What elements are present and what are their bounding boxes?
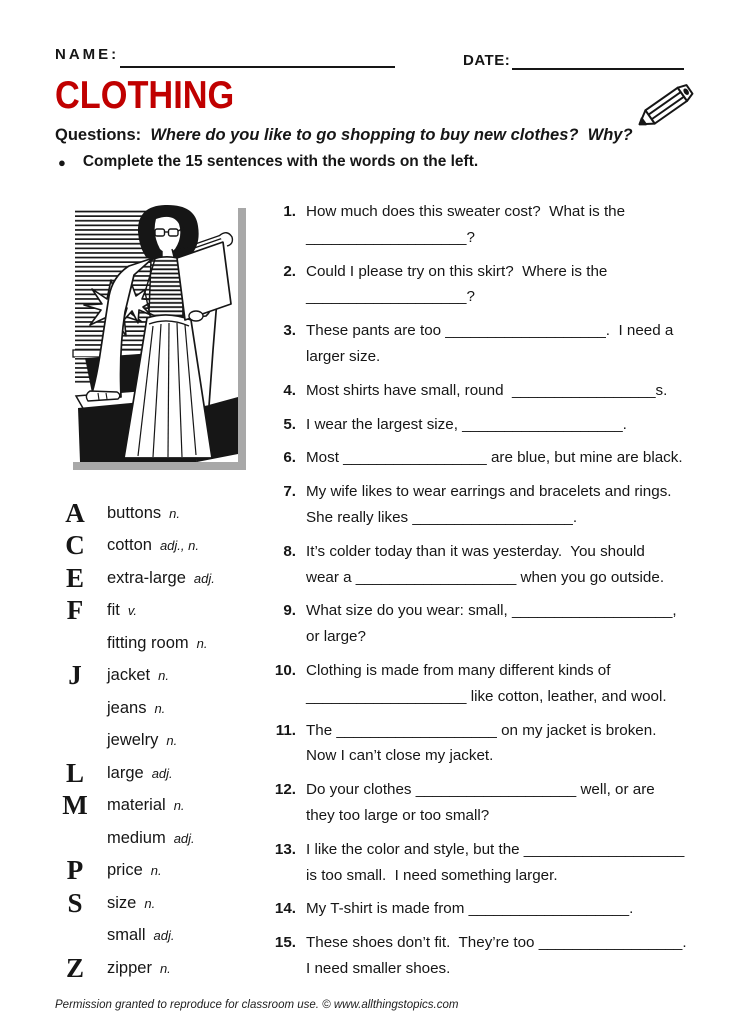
sentence-lines xyxy=(306,539,664,591)
sentence-line: My wife likes to wear earrings and bracelets and rings. xyxy=(306,483,672,501)
sentence-line: ___________________? xyxy=(306,228,475,246)
footer-text: Permission granted to reproduce for classroom use. © www.allthingstopics.com xyxy=(55,999,459,1011)
word-list-item xyxy=(55,692,270,725)
sentence-line: She really likes ___________________. xyxy=(306,508,578,526)
word-list-item xyxy=(55,855,270,888)
sentence-line: My T-shirt is made from ___________________. xyxy=(306,900,634,918)
sentence-lines xyxy=(306,259,607,311)
pencil-icon xyxy=(630,74,710,132)
sentence-line: What size do you wear: small, ___________________, xyxy=(306,602,677,620)
part-of-speech: n. xyxy=(150,863,162,879)
sentence-item xyxy=(270,598,720,650)
date-write-line xyxy=(512,52,684,70)
sentence-number: 5. xyxy=(283,415,296,433)
sentence-line: is too small. I need something larger. xyxy=(306,866,558,884)
part-of-speech: adj. xyxy=(153,928,175,944)
questions-text: Where do you like to go shopping to buy new clothes? Why? xyxy=(150,126,633,144)
sentence-item xyxy=(270,718,720,770)
sentence-line: Do your clothes ___________________ well, or are xyxy=(306,781,655,799)
instruction-text: Complete the 15 sentences with the words on the left. xyxy=(82,153,479,170)
part-of-speech: n. xyxy=(173,798,185,814)
left-column xyxy=(55,200,270,985)
part-of-speech: adj., n. xyxy=(159,538,199,554)
word-list-item xyxy=(55,757,270,790)
sentence-number: 2. xyxy=(283,262,296,280)
sentence-lines xyxy=(306,896,633,922)
sentence-lines xyxy=(306,412,627,438)
sentence-lines xyxy=(306,598,677,650)
alphabet-letter: F xyxy=(66,595,84,626)
word-list-item xyxy=(55,627,270,660)
sentence-line: they too large or too small? xyxy=(306,806,490,824)
sentence-number: 8. xyxy=(283,542,296,560)
sentence-lines xyxy=(306,658,667,710)
sentence-line: These shoes don’t fit. They’re too _________________. xyxy=(306,934,687,952)
vocabulary-word: price xyxy=(107,861,143,880)
sentence-line: Most shirts have small, round _________________s. xyxy=(306,381,668,399)
sentence-item xyxy=(270,412,720,438)
vocabulary-word: jeans xyxy=(107,698,147,717)
sentence-line: Could I please try on this skirt? Where is the xyxy=(306,262,608,280)
alphabet-letter: L xyxy=(65,757,84,788)
vocabulary-word: fit xyxy=(107,601,120,620)
part-of-speech: n. xyxy=(159,960,171,976)
sentence-line: I like the color and style, but the ___________________ xyxy=(306,840,685,858)
sentence-lines xyxy=(306,378,667,404)
sentence-item xyxy=(270,539,720,591)
sentence-item xyxy=(270,479,720,531)
word-list-item xyxy=(55,920,270,953)
sentence-item xyxy=(270,658,720,710)
sentence-line: How much does this sweater cost? What is the xyxy=(306,203,626,220)
sentence-lines xyxy=(306,837,684,889)
vocabulary-word: small xyxy=(107,926,146,945)
sentence-number: 15. xyxy=(274,934,296,952)
vocabulary-word: medium xyxy=(107,828,166,847)
vocabulary-word: jacket xyxy=(107,666,151,685)
sentence-line: Clothing is made from many different kinds of xyxy=(306,661,611,679)
part-of-speech: adj. xyxy=(173,830,195,846)
sentence-item xyxy=(270,318,720,370)
sentence-number: 13. xyxy=(274,840,296,858)
sentence-line: ___________________? xyxy=(306,288,475,306)
sentence-lines xyxy=(306,777,655,829)
sentence-line: The ___________________ on my jacket is broken. xyxy=(306,721,657,739)
vocabulary-word: cotton xyxy=(107,536,152,555)
part-of-speech: n. xyxy=(169,505,180,521)
vocabulary-word: zipper xyxy=(107,958,152,977)
sentence-lines xyxy=(306,199,625,251)
vocabulary-word: material xyxy=(107,796,166,815)
word-list-item xyxy=(55,887,270,920)
part-of-speech: n. xyxy=(196,635,208,651)
vocabulary-word: size xyxy=(107,893,137,912)
sentence-item xyxy=(270,199,720,251)
name-label: NAME: xyxy=(55,46,120,63)
sentence-line: It’s colder today than it was yesterday. You should xyxy=(306,542,645,560)
sentence-number: 3. xyxy=(283,322,296,340)
word-list-item xyxy=(55,530,270,563)
word-list xyxy=(55,497,270,985)
sentence-lines xyxy=(306,718,656,770)
alphabet-letter: A xyxy=(65,497,85,528)
vocabulary-word: jewelry xyxy=(107,731,159,750)
vocabulary-word: extra-large xyxy=(107,568,186,587)
sentence-line: ___________________ like cotton, leather, and wool. xyxy=(306,687,667,705)
part-of-speech: v. xyxy=(127,603,137,619)
alphabet-letter: C xyxy=(65,530,85,561)
sentence-item xyxy=(270,896,720,922)
word-list-item xyxy=(55,790,270,823)
sentence-line: or large? xyxy=(306,628,366,646)
sentence-number: 7. xyxy=(283,483,296,501)
page-title: CLOTHING xyxy=(55,74,235,117)
sentence-line: wear a ___________________ when you go outside. xyxy=(306,568,665,586)
word-list-item xyxy=(55,952,270,985)
word-list-item xyxy=(55,660,270,693)
sentence-number: 14. xyxy=(274,900,296,918)
sentence-list xyxy=(270,199,720,990)
part-of-speech: n. xyxy=(154,700,166,716)
sentence-lines xyxy=(306,318,673,370)
sentence-number: 10. xyxy=(274,661,296,679)
part-of-speech: n. xyxy=(144,895,156,911)
sentence-number: 9. xyxy=(283,602,296,620)
sentence-lines xyxy=(306,479,672,531)
sentence-item xyxy=(270,259,720,311)
sentence-line: Most _________________ are blue, but mine are black. xyxy=(306,449,683,467)
sentence-number: 12. xyxy=(274,781,296,799)
sentence-item xyxy=(270,378,720,404)
word-list-item xyxy=(55,497,270,530)
sentence-number: 11. xyxy=(275,721,296,739)
sentence-lines xyxy=(306,930,687,982)
part-of-speech: n. xyxy=(166,733,178,749)
vocabulary-word: large xyxy=(107,763,144,782)
part-of-speech: n. xyxy=(158,668,169,684)
sentence-lines xyxy=(306,445,683,471)
sentence-item xyxy=(270,777,720,829)
word-list-item xyxy=(55,725,270,758)
instruction-row xyxy=(58,153,478,171)
date-label: DATE: xyxy=(463,52,511,69)
alphabet-letter: M xyxy=(62,790,88,821)
sentence-number: 4. xyxy=(283,381,296,399)
vocabulary-word: fitting room xyxy=(107,633,189,652)
sentence-line: I wear the largest size, ___________________. xyxy=(306,415,627,433)
sentence-item xyxy=(270,837,720,889)
sentence-number: 6. xyxy=(283,449,296,467)
name-write-line xyxy=(120,46,395,68)
sentence-line: I need smaller shoes. xyxy=(306,959,451,977)
woman-holding-papers-illustration xyxy=(65,200,238,462)
sentence-item xyxy=(270,930,720,982)
part-of-speech: adj. xyxy=(151,765,173,781)
sentence-line: larger size. xyxy=(306,347,381,365)
alphabet-letter: J xyxy=(68,660,82,691)
word-list-item xyxy=(55,595,270,628)
bullet-icon: ● xyxy=(58,154,66,170)
questions-label: Questions: xyxy=(55,126,142,144)
questions-gap xyxy=(141,126,150,144)
vocabulary-word: buttons xyxy=(107,503,162,522)
alphabet-letter: Z xyxy=(65,952,84,983)
part-of-speech: adj. xyxy=(193,570,215,586)
sentence-line: Now I can’t close my jacket. xyxy=(306,747,494,765)
word-list-item xyxy=(55,822,270,855)
sentence-item xyxy=(270,445,720,471)
alphabet-letter: S xyxy=(67,887,83,918)
alphabet-letter: P xyxy=(66,855,84,886)
sentence-number: 1. xyxy=(283,203,296,220)
sentence-line: These pants are too ___________________. I need a xyxy=(306,322,674,340)
questions-row xyxy=(55,126,633,145)
word-list-item xyxy=(55,562,270,595)
alphabet-letter: E xyxy=(65,562,84,593)
